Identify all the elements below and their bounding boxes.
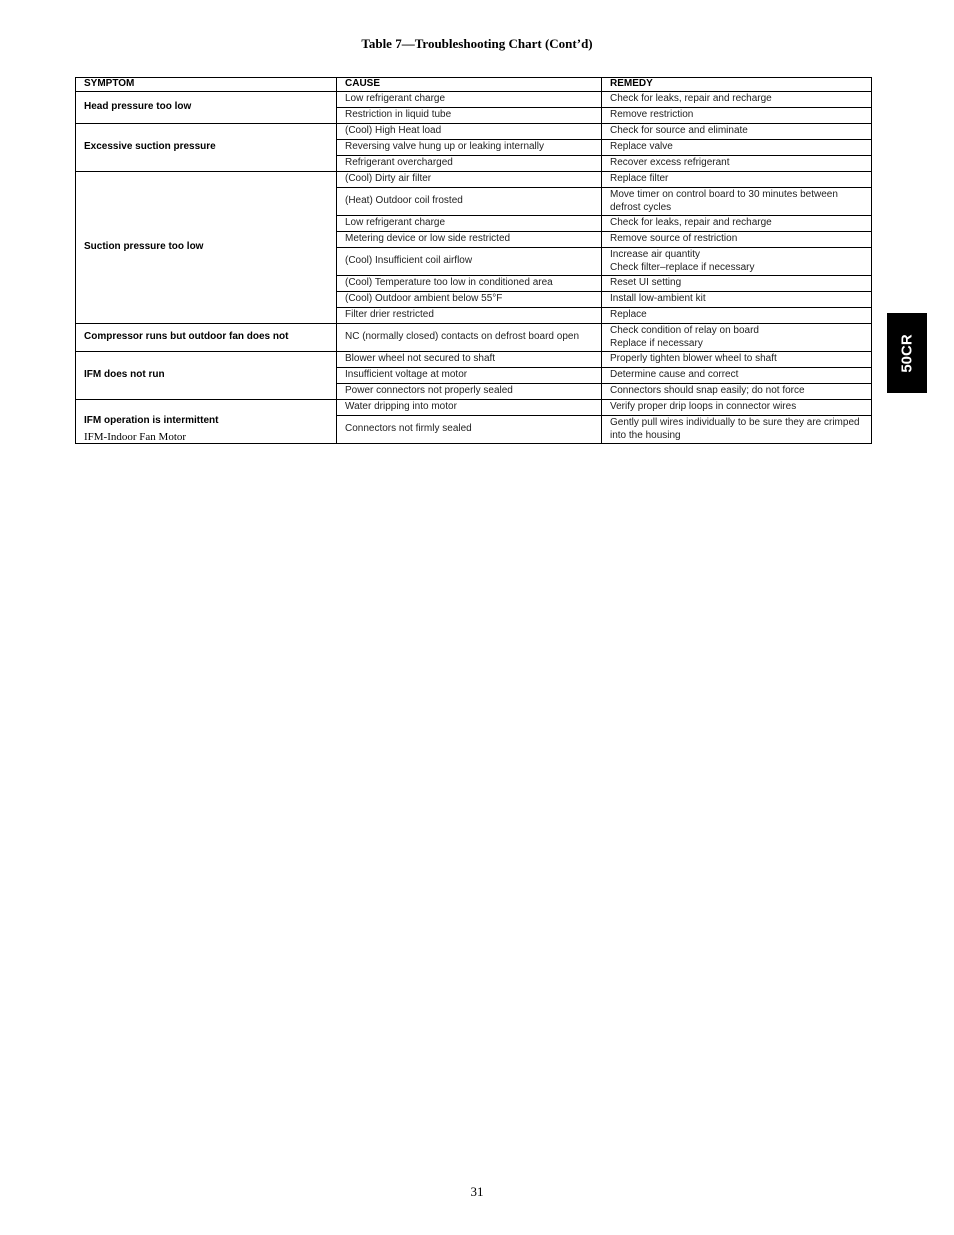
remedy-text: Remove source of restriction	[610, 233, 738, 245]
page-number: 31	[470, 1184, 484, 1199]
remedy-cell	[602, 324, 872, 352]
symptom-cell: Excessive suction pressure	[76, 124, 337, 172]
table-row	[76, 172, 872, 188]
remedy-text-secondary: Replace if necessary	[610, 337, 703, 349]
remedy-text-secondary: Check filter–replace if necessary	[610, 261, 755, 273]
table-header	[76, 78, 872, 92]
side-tab	[887, 313, 927, 393]
remedy-text: Determine cause and correct	[610, 369, 739, 381]
remedy-cell	[602, 416, 872, 444]
cause-cell: (Cool) Outdoor ambient below 55°F	[337, 292, 602, 308]
symptom-cell: Compressor runs but outdoor fan does not	[76, 324, 337, 352]
symptom-cell: Suction pressure too low	[76, 172, 337, 324]
cause-cell: Connectors not firmly sealed	[337, 416, 602, 444]
remedy-text: Properly tighten blower wheel to shaft	[610, 353, 777, 365]
remedy-text: Verify proper drip loops in connector wires	[610, 401, 797, 413]
cause-cell: Refrigerant overcharged	[337, 156, 602, 172]
cause-cell: Water dripping into motor	[337, 400, 602, 416]
remedy-cell	[602, 400, 872, 416]
remedy-cell	[602, 108, 872, 124]
cause-cell: Metering device or low side restricted	[337, 232, 602, 248]
cause-cell: (Cool) Dirty air filter	[337, 172, 602, 188]
header-symptom: SYMPTOM	[76, 78, 337, 92]
cause-cell: (Cool) High Heat load	[337, 124, 602, 140]
remedy-cell	[602, 188, 872, 216]
remedy-text: Increase air quantity	[610, 249, 701, 260]
remedy-text: Reset UI setting	[610, 277, 682, 289]
remedy-text: Check condition of relay on board	[610, 325, 759, 336]
header-cause: CAUSE	[337, 78, 602, 92]
remedy-cell	[602, 308, 872, 324]
table-row	[76, 124, 872, 140]
remedy-cell	[602, 172, 872, 188]
table-row	[76, 92, 872, 108]
cause-cell: (Heat) Outdoor coil frosted	[337, 188, 602, 216]
remedy-cell	[602, 292, 872, 308]
footnote: IFM-Indoor Fan Motor	[84, 431, 187, 443]
table-body	[76, 92, 872, 444]
cause-cell: (Cool) Insufficient coil airflow	[337, 248, 602, 276]
remedy-text: Replace valve	[610, 141, 673, 153]
remedy-text: Check for source and eliminate	[610, 125, 748, 137]
cause-cell: (Cool) Temperature too low in conditioned area	[337, 276, 602, 292]
remedy-cell	[602, 384, 872, 400]
remedy-text: Connectors should snap easily; do not force	[610, 385, 805, 397]
header-row	[76, 78, 872, 92]
cause-cell: Restriction in liquid tube	[337, 108, 602, 124]
remedy-cell	[602, 140, 872, 156]
remedy-cell	[602, 92, 872, 108]
remedy-text: Replace	[610, 309, 647, 321]
symptom-cell: IFM does not run	[76, 352, 337, 400]
troubleshooting-table	[75, 77, 872, 444]
remedy-text: Install low-ambient kit	[610, 293, 706, 305]
remedy-cell	[602, 352, 872, 368]
remedy-cell	[602, 276, 872, 292]
remedy-text: Check for leaks, repair and recharge	[610, 217, 772, 229]
cause-cell: Low refrigerant charge	[337, 216, 602, 232]
remedy-cell	[602, 124, 872, 140]
remedy-text: Remove restriction	[610, 109, 694, 121]
remedy-cell	[602, 368, 872, 384]
symptom-cell: IFM operation is intermittent	[76, 400, 337, 444]
cause-cell: Filter drier restricted	[337, 308, 602, 324]
remedy-text: Move timer on control board to 30 minutes between defrost cycles	[610, 189, 838, 213]
cause-cell: NC (normally closed) contacts on defrost board open	[337, 324, 602, 352]
cause-cell: Low refrigerant charge	[337, 92, 602, 108]
remedy-cell	[602, 232, 872, 248]
cause-cell: Insufficient voltage at motor	[337, 368, 602, 384]
header-remedy: REMEDY	[602, 78, 872, 92]
remedy-text: Gently pull wires individually to be sure they are crimped into the housing	[610, 417, 860, 441]
remedy-text: Replace filter	[610, 173, 669, 185]
side-tab-label: 50CR	[898, 333, 916, 373]
cause-cell: Reversing valve hung up or leaking internally	[337, 140, 602, 156]
table-row	[76, 400, 872, 416]
remedy-text: Recover excess refrigerant	[610, 157, 730, 169]
cause-cell: Blower wheel not secured to shaft	[337, 352, 602, 368]
remedy-cell	[602, 248, 872, 276]
remedy-text: Check for leaks, repair and recharge	[610, 93, 772, 105]
table-row	[76, 352, 872, 368]
remedy-cell	[602, 156, 872, 172]
remedy-cell	[602, 216, 872, 232]
table-title: Table 7—Troubleshooting Chart (Cont’d)	[361, 36, 593, 51]
cause-cell: Power connectors not properly sealed	[337, 384, 602, 400]
table-row	[76, 324, 872, 352]
symptom-cell: Head pressure too low	[76, 92, 337, 124]
